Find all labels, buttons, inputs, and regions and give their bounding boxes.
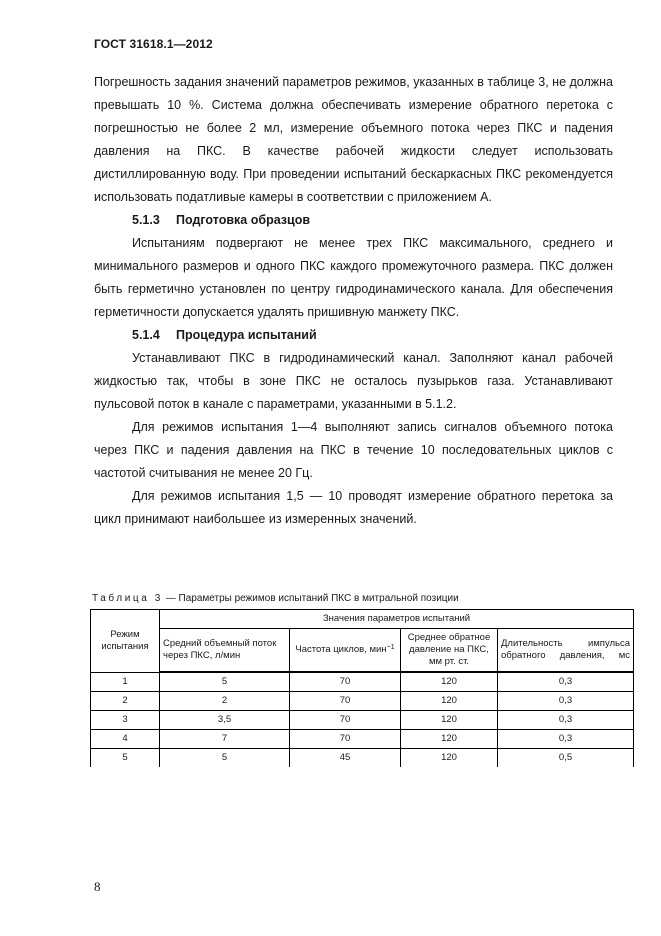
section-title: Процедура испытаний [176, 328, 317, 342]
column-header-mode: Режим испытания [91, 610, 160, 673]
cell-flow: 2 [160, 692, 290, 711]
cell-frequency: 45 [290, 749, 401, 768]
cell-pressure: 120 [401, 711, 498, 730]
paragraph-test-conditions: Погрешность задания значений параметров режимов, указанных в таблице 3, не должна превышать 10 %. Система должна обеспечивать измерение обратного перетока с погрешностью не более 2 мл, измерение объемного потока через ПКС и падения давления на ПКС. В качестве рабочей жидкости следует использовать дистиллированную воду. При проведении испытаний бескаркасных ПКС рекомендуется использовать податливые камеры в соответствии с приложением А. [94, 75, 613, 204]
column-group-header: Значения параметров испытаний [160, 610, 634, 629]
table-caption [92, 593, 459, 604]
cell-frequency: 70 [290, 692, 401, 711]
cell-flow: 5 [160, 749, 290, 768]
document-code-header: ГОСТ 31618.1—2012 [94, 37, 213, 51]
cell-duration: 0,5 [498, 749, 634, 768]
column-header-flow: Средний объемный поток через ПКС, л/мин [160, 629, 290, 673]
column-header-frequency [290, 629, 401, 673]
cell-mode: 2 [91, 692, 160, 711]
cell-duration: 0,3 [498, 672, 634, 692]
table-caption-text: — Параметры режимов испытаний ПКС в митральной позиции [162, 593, 459, 604]
body-text [94, 71, 613, 531]
cell-pressure: 120 [401, 749, 498, 768]
section-heading-5-1-3 [94, 209, 613, 232]
page-number: 8 [94, 879, 101, 894]
table-row [91, 672, 634, 692]
cell-duration: 0,3 [498, 692, 634, 711]
cell-flow: 3,5 [160, 711, 290, 730]
section-heading-5-1-4 [94, 324, 613, 347]
cell-frequency: 70 [290, 730, 401, 749]
paragraph-procedure-3: Для режимов испытания 1,5 — 10 проводят измерение обратного перетока за цикл принимают наибольшее из измеренных значений. [94, 489, 613, 526]
cell-flow: 5 [160, 672, 290, 692]
test-parameters-table [90, 609, 634, 767]
column-header-pressure: Среднее обратное давление на ПКС, мм рт. ст. [401, 629, 498, 673]
section-title: Подготовка образцов [176, 213, 311, 227]
column-header-duration: Длительность импульса обратного давления, мс [498, 629, 634, 673]
paragraph-procedure-2: Для режимов испытания 1—4 выполняют запись сигналов объемного потока через ПКС и падения давления на ПКС в течение 10 последовательных циклов с частотой считывания не менее 20 Гц. [94, 420, 613, 480]
cell-mode: 1 [91, 672, 160, 692]
cell-pressure: 120 [401, 692, 498, 711]
frequency-label: Частота циклов, мин [295, 644, 387, 655]
cell-pressure: 120 [401, 672, 498, 692]
frequency-exponent: −1 [386, 644, 395, 651]
cell-frequency: 70 [290, 711, 401, 730]
cell-frequency: 70 [290, 672, 401, 692]
cell-mode: 3 [91, 711, 160, 730]
section-number: 5.1.3 [132, 213, 160, 227]
cell-pressure: 120 [401, 730, 498, 749]
cell-flow: 7 [160, 730, 290, 749]
table-row [91, 692, 634, 711]
table-row [91, 711, 634, 730]
cell-mode: 4 [91, 730, 160, 749]
section-number: 5.1.4 [132, 328, 160, 342]
cell-duration: 0,3 [498, 711, 634, 730]
paragraph-sample-preparation: Испытаниям подвергают не менее трех ПКС максимального, среднего и минимального размеров и одного ПКС каждого промежуточного размера. ПКС должен быть герметично установлен по центру гидродинамического канала. Для обеспечения герметичности допускается удалять пришивную манжету ПКС. [94, 236, 613, 319]
table-row [91, 749, 634, 768]
paragraph-procedure-1: Устанавливают ПКС в гидродинамический канал. Заполняют канал рабочей жидкостью так, чтобы в зоне ПКС не осталось пузырьков газа. Устанавливают пульсовой поток в канале с параметрами, указанными в 5.1.2. [94, 351, 613, 411]
cell-duration: 0,3 [498, 730, 634, 749]
cell-mode: 5 [91, 749, 160, 768]
table-row [91, 730, 634, 749]
table-caption-label: Таблица 3 [92, 593, 163, 604]
